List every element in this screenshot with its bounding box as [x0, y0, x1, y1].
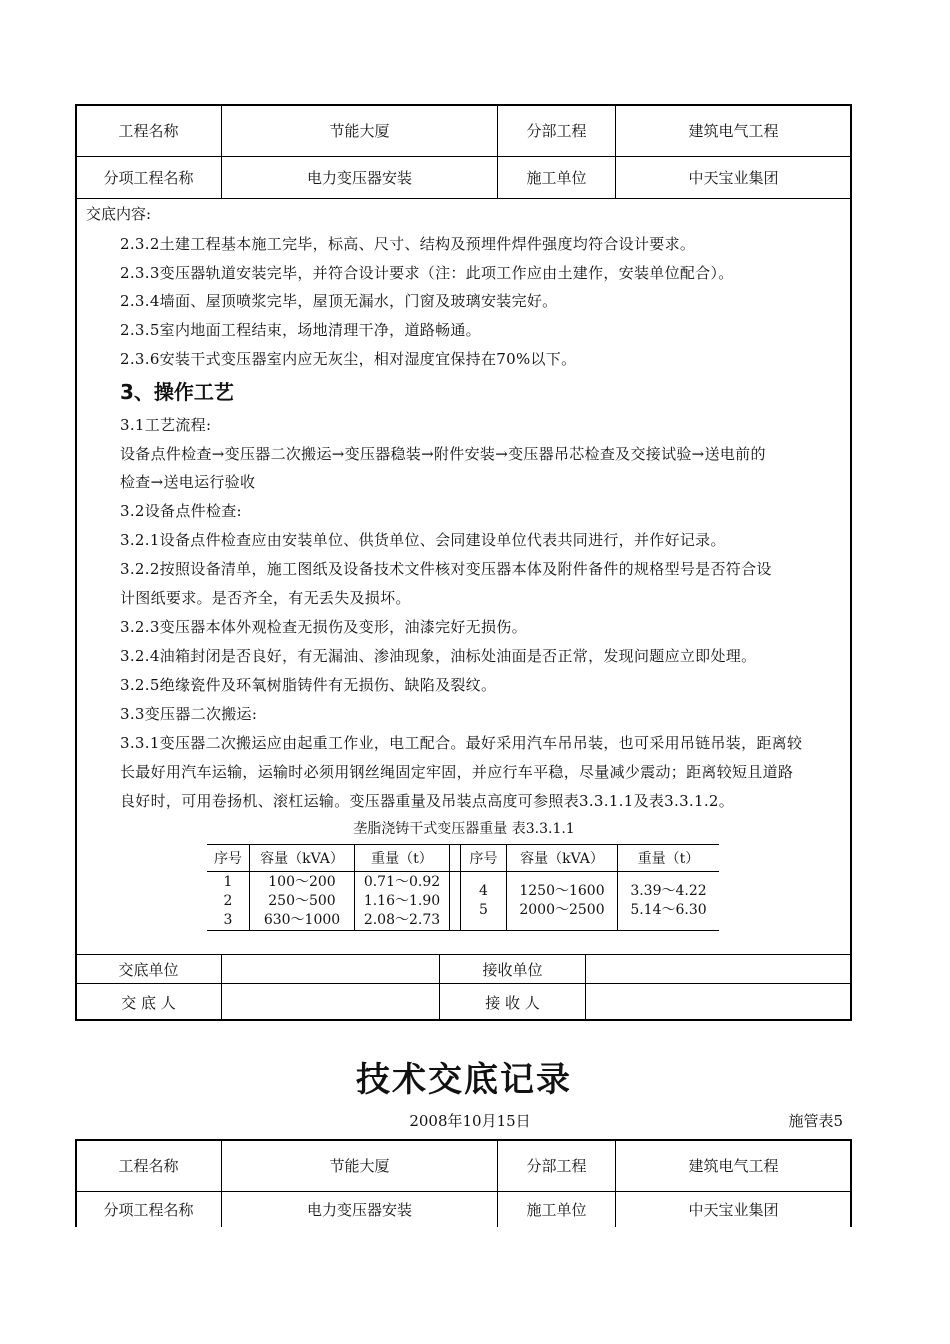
- header-table: [75, 104, 852, 199]
- text-line: 3.3.1变压器二次搬运应由起重工作业，电工配合。最好采用汽车吊吊装，也可采用吊链吊装，距离较: [120, 734, 803, 752]
- division-label: 分部工程: [498, 105, 616, 157]
- table-cell: 4 5: [461, 872, 507, 931]
- subitem-label: 分项工程名称: [76, 1192, 222, 1227]
- receive-unit-value: [586, 955, 852, 984]
- unit-value: [222, 955, 440, 984]
- section-heading: 3、操作工艺: [120, 380, 234, 404]
- table-caption: 垄脂浇铸干式变压器重量 表3.3.1.1: [353, 821, 575, 837]
- table-cell: 1250～1600 2000～2500: [507, 872, 618, 931]
- text-line: 3.3变压器二次搬运:: [120, 705, 258, 723]
- form-number: 施管表5: [788, 1112, 843, 1130]
- text-line: 3.2设备点件检查:: [120, 502, 242, 520]
- weight-table: [207, 844, 719, 931]
- table-cell: 0.71～0.92 1.16～1.90 2.08～2.73: [355, 872, 450, 931]
- text-line: 3.2.4油箱封闭是否良好，有无漏油、渗油现象，油标处油面是否正常，发现问题应立即处理。: [120, 647, 757, 665]
- person-label: 交 底 人: [76, 984, 222, 1021]
- content-label: 交底内容:: [86, 205, 152, 223]
- division-label: 分部工程: [498, 1140, 616, 1192]
- table-cell: 3.39～4.22 5.14～6.30: [618, 872, 720, 931]
- table-row: [207, 872, 719, 931]
- text-line: 2.3.4墙面、屋顶喷浆完毕，屋顶无漏水，门窗及玻璃安装完好。: [120, 292, 558, 310]
- receive-unit-label: 接收单位: [440, 955, 586, 984]
- table-cell: 100～200 250～500 630～1000: [250, 872, 355, 931]
- receiver-value: [586, 984, 852, 1021]
- text-line: 设备点件检查→变压器二次搬运→变压器稳装→附件安装→变压器吊芯检查及交接试验→送电前的: [120, 445, 766, 463]
- col-header: 容量（kVA）: [250, 845, 355, 872]
- subitem-label: 分项工程名称: [76, 157, 222, 199]
- col-header: 序号: [207, 845, 250, 872]
- project-name: 节能大厦: [222, 1140, 498, 1192]
- text-line: 长最好用汽车运输，运输时必须用钢丝绳固定牢固，并应行车平稳，尽量减少震动；距离较短且道路: [120, 763, 794, 781]
- text-line: 2.3.5室内地面工程结束，场地清理干净，道路畅通。: [120, 321, 481, 339]
- project-name: 节能大厦: [222, 105, 498, 157]
- text-line: 3.2.1设备点件检查应由安装单位、供货单位、会同建设单位代表共同进行，并作好记录。: [120, 531, 726, 549]
- signature-table: [75, 954, 852, 1021]
- contractor-label: 施工单位: [498, 1192, 616, 1227]
- col-header: 重量（t）: [355, 845, 450, 872]
- subitem: 电力变压器安装: [222, 157, 498, 199]
- header-table-2: [75, 1139, 852, 1227]
- text-line: 良好时，可用卷扬机、滚杠运输。变压器重量及吊装点高度可参照表3.3.1.1及表3.3.1.2。: [120, 792, 735, 810]
- contractor: 中天宝业集团: [616, 157, 852, 199]
- text-line: 2.3.6安装干式变压器室内应无灰尘，相对湿度宜保持在70%以下。: [120, 350, 577, 368]
- text-line: 3.1工艺流程:: [120, 416, 212, 434]
- person-value: [222, 984, 440, 1021]
- contractor-label: 施工单位: [498, 157, 616, 199]
- text-line: 2.3.2土建工程基本施工完毕，标高、尺寸、结构及预埋件焊件强度均符合设计要求。: [120, 235, 696, 253]
- project-name-label: 工程名称: [76, 1140, 222, 1192]
- text-line: 3.2.3变压器本体外观检查无损伤及变形，油漆完好无损伤。: [120, 618, 527, 636]
- subitem: 电力变压器安装: [222, 1192, 498, 1227]
- project-name-label: 工程名称: [76, 105, 222, 157]
- table-cell: 1 2 3: [207, 872, 250, 931]
- division: 建筑电气工程: [616, 105, 852, 157]
- record-date: 2008年10月15日: [409, 1112, 531, 1130]
- receiver-label: 接 收 人: [440, 984, 586, 1021]
- text-line: 计图纸要求。是否齐全，有无丢失及损坏。: [120, 589, 411, 607]
- col-header: 重量（t）: [618, 845, 720, 872]
- unit-label: 交底单位: [76, 955, 222, 984]
- text-line: 3.2.5绝缘瓷件及环氧树脂铸件有无损伤、缺陷及裂纹。: [120, 676, 497, 694]
- text-line: 3.2.2按照设备清单，施工图纸及设备技术文件核对变压器本体及附件备件的规格型号是否符合设: [120, 560, 772, 578]
- col-header: 容量（kVA）: [507, 845, 618, 872]
- page-title: 技术交底记录: [356, 1060, 572, 1100]
- contractor: 中天宝业集团: [616, 1192, 852, 1227]
- col-header: 序号: [461, 845, 507, 872]
- text-line: 检查→送电运行验收: [120, 473, 256, 491]
- division: 建筑电气工程: [616, 1140, 852, 1192]
- text-line: 2.3.3变压器轨道安装完毕，并符合设计要求（注：此项工作应由土建作，安装单位配合）。: [120, 264, 734, 282]
